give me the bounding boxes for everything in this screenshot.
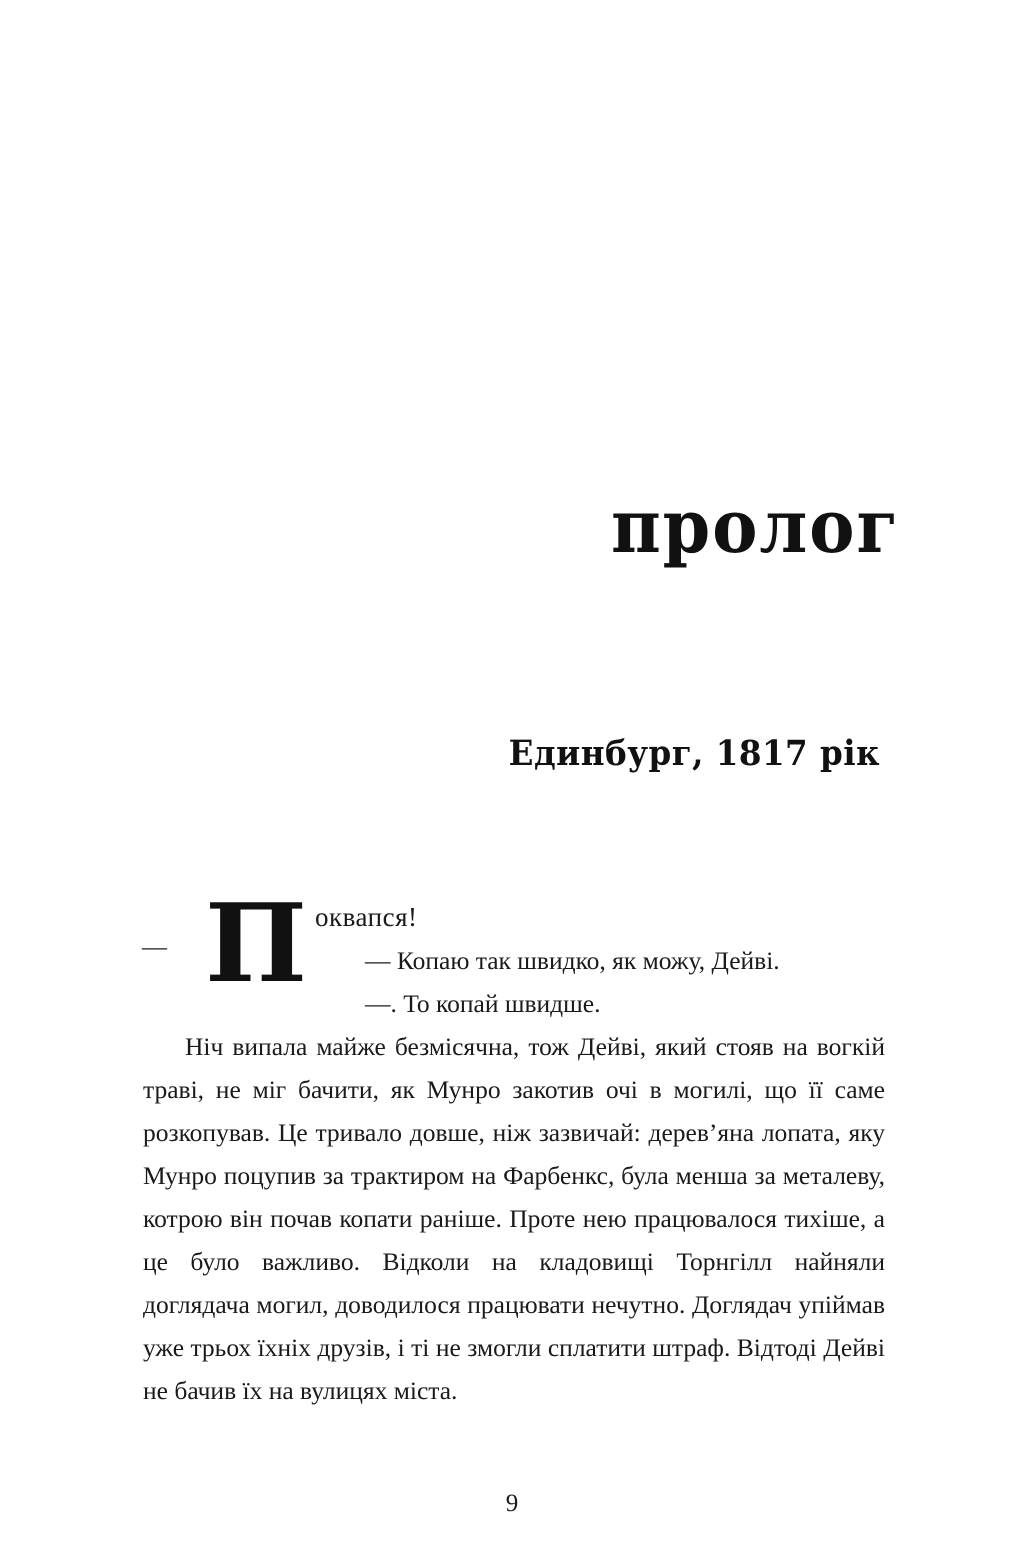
page-title: пролог — [610, 483, 900, 570]
setting-line: Единбург, 1817 рік — [508, 733, 880, 774]
page-number: 9 — [505, 1490, 519, 1517]
drop-cap: П — [205, 881, 307, 1007]
dialogue-line-2: — Копаю так швидко, як можу, Дейві. — [365, 946, 780, 975]
body-paragraph: Ніч випала майже безмісячна, тож Дейві, який стояв на вогкій траві, не міг бачити, як Мунро закотив очі в могилі, що її саме розкопував. Це тривало довше, ніж зазвичай: дерев’яна лопата, яку Мунро поцупив за трактиром на Фарбенкс, була менша за металеву, котрою він почав копати раніше. Проте нею працювалося тихіше, а це було важливо. Відколи на кладовищі Торнгілл найняли доглядача могил, доводилося працювати нечутно. Доглядач упіймав уже трьох їхніх друзів, і ті не змогли сплатити штраф. Відтоді Дейві не бачив їх на вулицях міста. — [143, 1032, 885, 1405]
dialogue-line-1: оквапся! — [315, 902, 418, 932]
body-text — [142, 881, 885, 1412]
em-dash-marker: — — [142, 934, 167, 961]
dialogue-line-3: —. То копай швидше. — [365, 989, 601, 1018]
